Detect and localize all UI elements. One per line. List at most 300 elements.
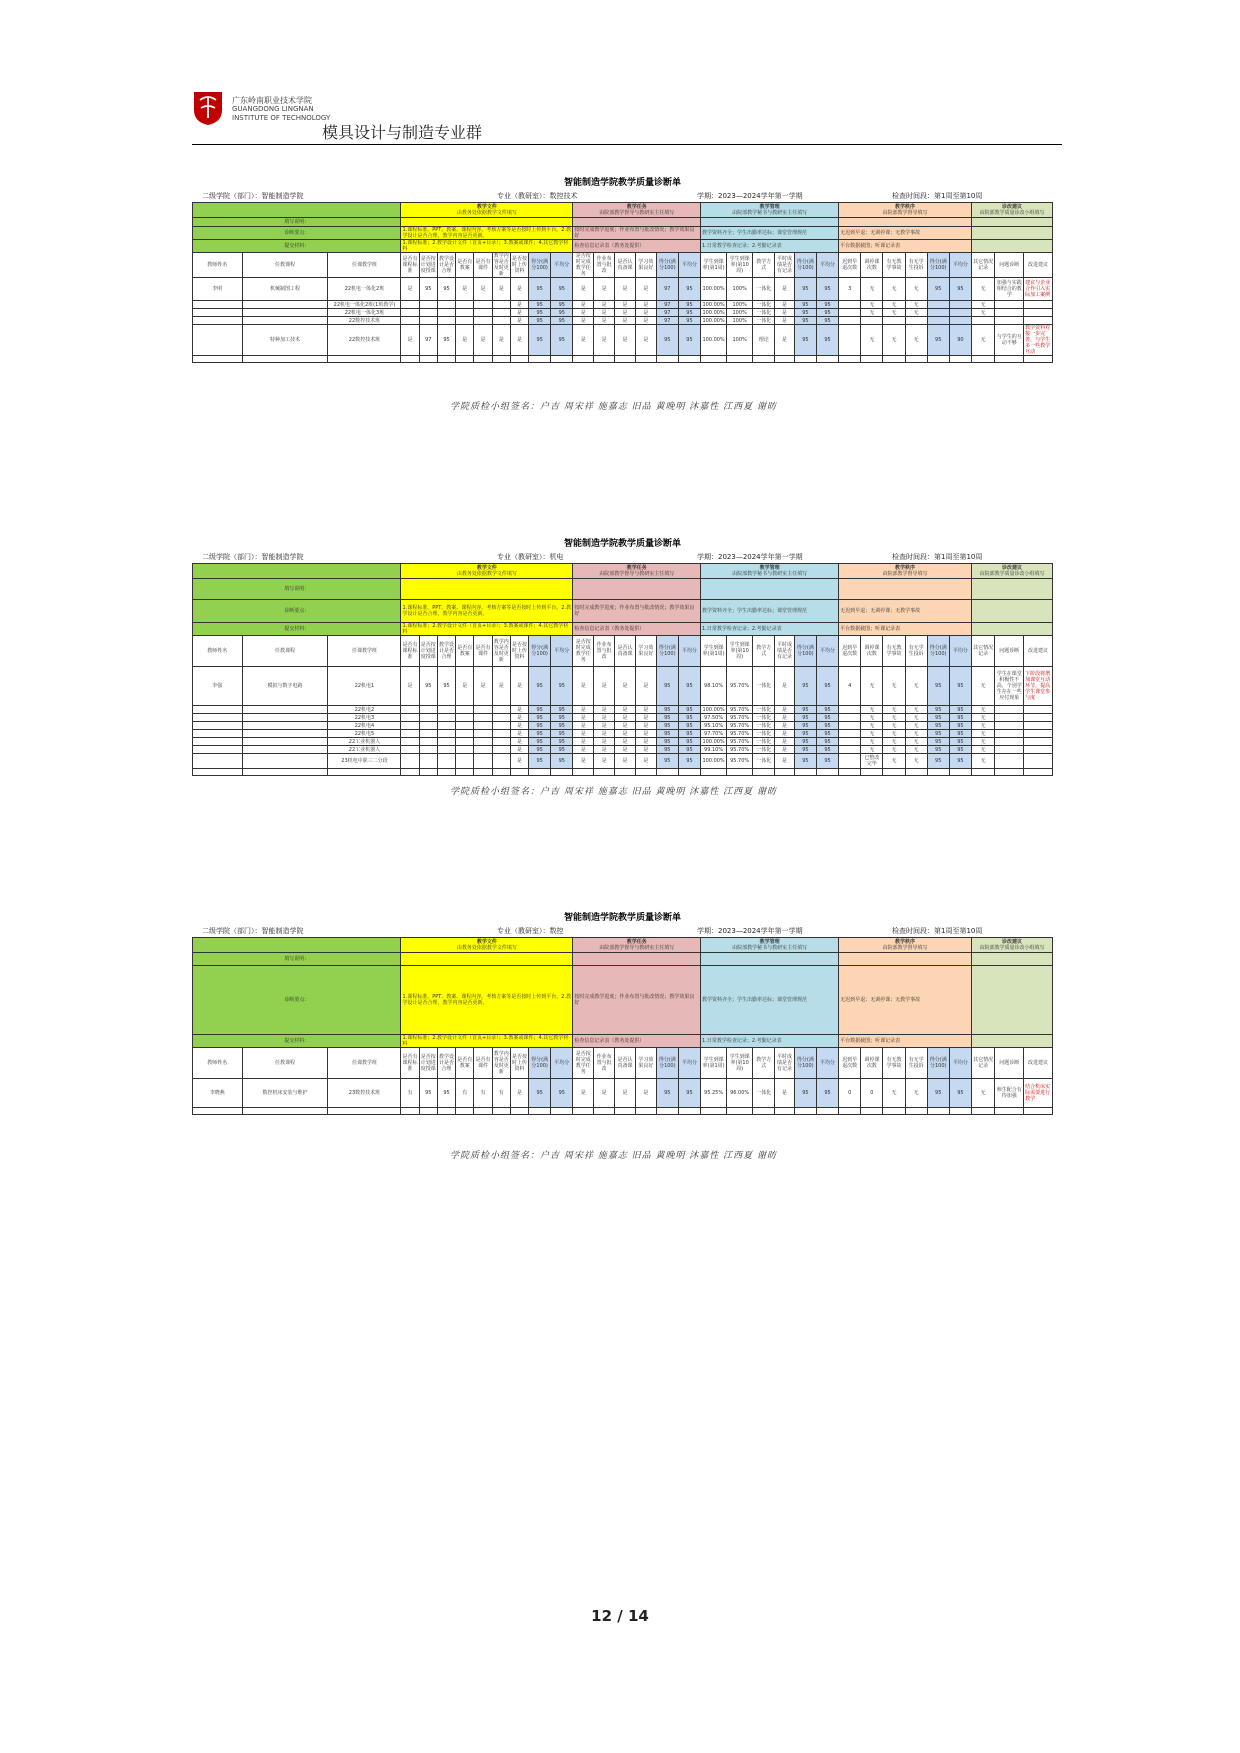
meta-major: 专业（教研室）：数控技术	[497, 192, 578, 200]
section-title: 教学管理	[759, 565, 780, 571]
col-header-mgmt: 学生到课率(第10周)	[727, 636, 753, 667]
section-sub: 由院部教学秘书与教研室主任填写	[732, 571, 808, 577]
docs-cell: 95	[551, 309, 573, 317]
ref-order: 无迟到早退；无调停课；无教学事故	[839, 966, 972, 1035]
order-cell	[839, 706, 861, 714]
mgmt-cell: 是	[775, 309, 795, 317]
empty-cell	[437, 769, 455, 776]
mgmt-cell: 是	[775, 278, 795, 301]
order-cell: 无	[861, 706, 883, 714]
docs-cell	[474, 714, 492, 722]
mgmt-cell: 95	[816, 754, 838, 769]
mgmt-cell: 95	[794, 754, 816, 769]
fill-mgmt	[701, 218, 839, 227]
signature-line-2: 学院质检小组签名：户吉 周宋祥 施嘉志 旧品 黄晚明 沐嘉性 江西夏 谢昉	[450, 787, 778, 797]
course-cell	[242, 309, 328, 317]
submit-label: 提交材料：	[193, 1035, 401, 1048]
col-header-order: 迟到早退次数	[839, 1048, 861, 1079]
empty-cell	[794, 769, 816, 776]
task-cell: 是	[594, 667, 615, 706]
diagnosis-sheet-3	[192, 911, 1053, 1115]
docs-cell: 是	[456, 325, 474, 356]
problem-cell	[995, 317, 1024, 325]
empty-cell	[1024, 1108, 1053, 1115]
order-cell	[949, 309, 971, 317]
section-task	[573, 564, 701, 579]
fill-task	[573, 953, 701, 966]
task-cell: 是	[594, 746, 615, 754]
col-header-task: 作业布置与批改	[594, 1048, 615, 1079]
col-header: 教师姓名	[193, 1048, 243, 1079]
class-cell: 23数控技术班	[328, 1079, 401, 1108]
col-header-advice: 其它情况记录	[971, 253, 994, 278]
empty-cell	[242, 1108, 328, 1115]
empty-row	[193, 356, 1053, 363]
order-cell: 无	[883, 301, 905, 309]
order-cell: 无	[861, 722, 883, 730]
task-cell: 是	[615, 714, 636, 722]
docs-cell: 有	[401, 1079, 419, 1108]
col-header-order: 调停课次数	[861, 636, 883, 667]
page-number: 12 / 14	[591, 1607, 649, 1625]
ref-advice	[971, 966, 1052, 1035]
docs-cell: 是	[510, 317, 528, 325]
meta-major: 专业（教研室）：机电	[497, 553, 564, 561]
col-header-mgmt: 平均分	[816, 1048, 838, 1079]
teacher-cell	[193, 746, 243, 754]
empty-cell	[727, 769, 753, 776]
docs-cell	[401, 738, 419, 746]
mgmt-cell: 95	[816, 722, 838, 730]
col-header-docs: 是否按计划进度授课	[419, 1048, 437, 1079]
mgmt-cell: 100.00%	[702, 309, 725, 316]
docs-cell	[419, 746, 437, 754]
docs-cell: 95	[551, 738, 573, 746]
mgmt-cell: 95	[816, 309, 838, 317]
docs-cell: 95	[551, 301, 573, 309]
task-cell: 95	[678, 738, 700, 746]
empty-cell	[328, 1108, 401, 1115]
submit-advice	[971, 623, 1052, 636]
empty-cell	[816, 1108, 838, 1115]
mgmt-cell: 一体化	[753, 746, 775, 754]
task-cell: 97	[656, 278, 678, 301]
docs-cell	[437, 706, 455, 714]
docs-cell	[419, 714, 437, 722]
docs-cell: 是	[510, 754, 528, 769]
task-cell: 是	[615, 754, 636, 769]
empty-cell	[927, 1108, 949, 1115]
docs-cell: 是	[492, 325, 510, 356]
mgmt-cell: 一体化	[753, 1079, 775, 1108]
order-cell: 无	[905, 278, 927, 301]
task-cell: 是	[635, 738, 656, 746]
mgmt-cell: 95.10%	[701, 722, 727, 730]
col-header-docs: 是否有课程标准	[401, 1048, 419, 1079]
col-header-task: 是否认真备课	[615, 1048, 636, 1079]
col-header: 教师姓名	[193, 253, 243, 278]
teacher-cell	[193, 309, 243, 317]
mgmt-cell: 95	[794, 309, 816, 317]
docs-cell: 95	[419, 667, 437, 706]
mgmt-cell: 95	[816, 325, 838, 356]
order-cell: 无	[883, 722, 905, 730]
section-title: 教学秩序	[895, 204, 916, 210]
docs-cell: 是	[510, 706, 528, 714]
mgmt-cell: 一体化	[753, 278, 775, 301]
col-header-advice: 改进建议	[1024, 1048, 1053, 1079]
mgmt-cell: 95.25%	[701, 1079, 727, 1108]
table-row	[193, 301, 1053, 309]
docs-cell: 95	[551, 754, 573, 769]
docs-cell	[419, 706, 437, 714]
section-sub: 由院部教学秘书与教研室主任填写	[732, 210, 808, 216]
signature-line-1: 学院质检小组签名：户吉 周宋祥 施嘉志 旧品 黄晚明 沐嘉性 江西夏 谢昉	[450, 402, 778, 412]
col-header-mgmt: 教学方式	[753, 1048, 775, 1079]
docs-cell	[492, 738, 510, 746]
docs-cell: 是	[492, 278, 510, 301]
order-cell: 95	[949, 730, 971, 738]
course-cell	[242, 301, 328, 309]
section-mgmt	[701, 938, 839, 953]
order-cell: 无	[883, 730, 905, 738]
task-cell: 95	[656, 706, 678, 714]
problem-cell: 加强与实践相结合的教学	[995, 278, 1024, 301]
col-header-docs: 教学内容是否及时更新	[493, 253, 509, 277]
col-header-task: 得分(满分100)	[656, 636, 678, 667]
empty-cell	[839, 1108, 861, 1115]
section-title: 教学任务	[626, 565, 647, 571]
docs-cell	[456, 730, 474, 738]
task-cell: 是	[615, 309, 636, 317]
section-title: 诊改建议	[1001, 565, 1022, 571]
submit-docs: 1.课程标准；2.教学设计文件（首页+目录）；3.教案或课件；4.其它教学材料	[401, 623, 573, 636]
ref-docs: 1.课程标准、PPT、教案、课程内容、考核方案等是否按时上传到平台。2.教学设计是否合理，教学内容是否更新。	[401, 600, 573, 623]
docs-cell: 95	[529, 754, 551, 769]
section-title: 教学文件	[476, 939, 497, 945]
other-record-cell: 无	[971, 722, 994, 730]
docs-cell	[419, 722, 437, 730]
fill-task	[573, 218, 701, 227]
task-cell: 95	[678, 309, 700, 317]
course-cell: 特种加工技术	[242, 325, 328, 356]
class-cell: 22数控技术班	[328, 317, 401, 325]
order-cell: 无	[883, 667, 905, 706]
mgmt-cell: 是	[775, 706, 795, 714]
meta-period: 检查时间段：第1周至第10周	[892, 553, 983, 561]
problem-cell	[995, 714, 1024, 722]
mgmt-cell: 95.70%	[727, 730, 753, 738]
institution-cn: 广东岭南职业技术学院	[232, 96, 312, 105]
docs-cell	[419, 301, 437, 309]
order-cell: 无	[905, 706, 927, 714]
course-cell	[242, 722, 328, 730]
docs-cell: 是	[510, 309, 528, 317]
order-cell: 95	[949, 706, 971, 714]
mgmt-cell: 100%	[727, 325, 753, 356]
table-row	[193, 706, 1053, 714]
col-header-docs: 是否有课件	[474, 253, 492, 278]
empty-cell	[573, 769, 594, 776]
task-cell: 95	[678, 706, 700, 714]
order-cell: 无	[861, 667, 883, 706]
task-cell: 是	[635, 714, 656, 722]
order-cell: 0	[861, 1079, 883, 1108]
order-cell: 无	[883, 714, 905, 722]
col-header-task: 是否认真备课	[615, 253, 636, 278]
section-task	[573, 203, 701, 218]
section-title: 教学任务	[626, 939, 647, 945]
fill-docs	[401, 218, 573, 227]
empty-cell	[193, 356, 243, 363]
col-header-task: 作业布置与批改	[594, 253, 615, 278]
docs-cell	[456, 746, 474, 754]
order-cell	[927, 301, 949, 309]
problem-cell	[995, 706, 1024, 714]
task-cell: 95	[656, 722, 678, 730]
empty-cell	[678, 769, 700, 776]
docs-cell: 是	[401, 278, 419, 301]
problem-cell	[995, 730, 1024, 738]
other-record-cell: 无	[971, 754, 994, 769]
task-cell: 是	[573, 278, 594, 301]
ref-docs: 1.课程标准、PPT、教案、课程内容、考核方案等是否按时上传到平台。2.教学设计是否合理，教学内容是否更新。	[401, 966, 573, 1035]
course-cell	[242, 746, 328, 754]
empty-cell	[419, 356, 437, 363]
order-cell	[839, 746, 861, 754]
order-cell: 95	[949, 714, 971, 722]
docs-cell: 有	[492, 1079, 510, 1108]
meta-term: 学期：2023—2024学年第一学期	[697, 192, 803, 200]
mgmt-cell: 95.70%	[727, 738, 753, 746]
mgmt-cell: 95	[816, 746, 838, 754]
ref-mgmt: 教学资料齐全；学生出勤率达标；课堂管理规范	[701, 227, 839, 240]
col-header-advice: 其它情况记录	[971, 636, 994, 667]
meta-college: 二级学院（部门）：智能制造学院	[202, 927, 304, 935]
empty-cell	[401, 769, 419, 776]
meta-term: 学期：2023—2024学年第一学期	[697, 553, 803, 561]
docs-cell: 95	[437, 278, 455, 301]
empty-cell	[529, 1108, 551, 1115]
section-title: 教学文件	[476, 204, 497, 210]
order-cell: 无	[883, 706, 905, 714]
empty-cell	[328, 769, 401, 776]
task-cell: 是	[594, 278, 615, 301]
order-cell: 95	[927, 325, 949, 356]
task-cell: 是	[573, 309, 594, 317]
order-cell: 95	[927, 706, 949, 714]
fill-docs	[401, 953, 573, 966]
empty-cell	[794, 1108, 816, 1115]
advice-cell	[1024, 301, 1053, 309]
order-cell: 95	[927, 278, 949, 301]
advice-cell	[1024, 754, 1053, 769]
diagnosis-sheet-2	[192, 537, 1053, 776]
col-header-task: 是否按时完成教学任务	[573, 636, 594, 667]
docs-cell: 是	[492, 667, 510, 706]
col-header-task: 平均分	[678, 636, 700, 667]
meta-major: 专业（教研室）：数控	[497, 927, 564, 935]
sheet-title: 智能制造学院教学质量诊断单	[563, 178, 681, 188]
task-cell: 是	[573, 317, 594, 325]
problem-cell: 师生配合有待加强	[995, 1079, 1024, 1108]
order-cell: 4	[839, 667, 861, 706]
docs-cell	[492, 754, 510, 769]
order-cell: 95	[949, 1079, 971, 1108]
empty-cell	[861, 356, 883, 363]
empty-cell	[551, 356, 573, 363]
order-cell: 无	[861, 325, 883, 356]
order-cell	[839, 317, 861, 325]
task-cell: 是	[573, 754, 594, 769]
col-header: 任教课程	[242, 253, 328, 278]
task-cell: 是	[594, 722, 615, 730]
class-cell: 22机电5	[328, 730, 401, 738]
mgmt-cell: 96.00%	[727, 1079, 753, 1108]
col-header-order: 平均分	[949, 253, 971, 278]
college-logo-icon	[192, 90, 224, 126]
fill-mgmt	[701, 579, 839, 600]
empty-cell	[492, 1108, 510, 1115]
order-cell: 无	[905, 301, 927, 309]
docs-cell	[456, 706, 474, 714]
order-cell	[839, 738, 861, 746]
docs-cell	[437, 754, 455, 769]
task-cell: 是	[615, 1079, 636, 1108]
docs-cell	[456, 738, 474, 746]
empty-cell	[656, 769, 678, 776]
docs-cell: 是	[401, 325, 419, 356]
course-cell: 数控机床安装与维护	[242, 1079, 328, 1108]
advice-cell	[1024, 722, 1053, 730]
task-cell: 是	[594, 730, 615, 738]
teacher-cell: 李明	[193, 278, 243, 301]
order-cell	[839, 754, 861, 769]
col-header-docs: 是否有课程标准	[401, 253, 419, 278]
advice-cell: 教学资料对接一步完善，与学生多一些教学互动	[1024, 325, 1053, 356]
docs-cell	[401, 317, 419, 325]
empty-cell	[635, 1108, 656, 1115]
docs-cell: 95	[551, 325, 573, 356]
course-cell: 模拟与数字电路	[242, 667, 328, 706]
table-row	[193, 317, 1053, 325]
docs-cell	[437, 714, 455, 722]
empty-cell	[1024, 769, 1053, 776]
mgmt-cell: 100%	[727, 317, 753, 325]
submit-order: 平台数据截图；听课记录表	[839, 623, 972, 636]
mgmt-cell: 95	[794, 746, 816, 754]
order-cell: 无	[883, 1079, 905, 1108]
col-header-order: 迟到早退次数	[839, 253, 861, 278]
docs-cell: 95	[551, 1079, 573, 1108]
task-cell: 97	[656, 317, 678, 325]
empty-cell	[437, 356, 455, 363]
docs-cell: 95	[529, 706, 551, 714]
task-cell: 95	[678, 746, 700, 754]
order-cell	[949, 317, 971, 325]
advice-cell: 结合机床实际需要进行教学	[1024, 1079, 1053, 1108]
docs-cell: 是	[510, 730, 528, 738]
docs-cell: 是	[510, 746, 528, 754]
fill-docs	[401, 579, 573, 600]
col-header-docs: 教学设计是否合理	[437, 636, 455, 667]
empty-cell	[492, 356, 510, 363]
order-cell: 无	[883, 278, 905, 301]
teacher-cell	[193, 301, 243, 309]
task-cell: 是	[594, 706, 615, 714]
empty-cell	[635, 356, 656, 363]
empty-cell	[193, 1108, 243, 1115]
class-cell: 22机电一体化2班	[328, 278, 401, 301]
teacher-cell	[193, 706, 243, 714]
mgmt-cell: 95	[794, 317, 816, 325]
submit-task: 检查信息记录表（教务处提供）	[573, 240, 701, 253]
problem-cell	[995, 309, 1024, 317]
task-cell: 97	[656, 309, 678, 317]
task-cell: 是	[635, 301, 656, 309]
task-cell: 95	[678, 325, 700, 356]
docs-cell	[401, 714, 419, 722]
table-row	[193, 722, 1053, 730]
other-record-cell: 无	[971, 730, 994, 738]
col-header-task: 得分(满分100)	[656, 1048, 678, 1079]
task-cell: 95	[678, 730, 700, 738]
mgmt-cell: 一体化	[753, 754, 775, 769]
docs-cell: 95	[551, 722, 573, 730]
col-header-order: 有无学生投诉	[905, 636, 927, 667]
empty-cell	[905, 1108, 927, 1115]
order-cell: 无	[861, 738, 883, 746]
empty-cell	[456, 769, 474, 776]
advice-cell	[1024, 317, 1053, 325]
order-cell	[839, 325, 861, 356]
teacher-cell	[193, 325, 243, 356]
docs-cell: 是	[456, 278, 474, 301]
mgmt-cell: 98.10%	[701, 667, 727, 706]
problem-cell: 学生在课堂积极性不高，个别学生存在一些应付现象	[995, 667, 1024, 706]
fill-advice	[971, 579, 1052, 600]
table-row	[193, 754, 1053, 769]
empty-cell	[839, 769, 861, 776]
empty-cell	[701, 356, 727, 363]
order-cell	[861, 317, 883, 325]
empty-cell	[594, 1108, 615, 1115]
empty-cell	[456, 356, 474, 363]
problem-cell	[995, 754, 1024, 769]
mgmt-cell: 100.00%	[701, 754, 727, 769]
mgmt-cell: 97.70%	[701, 730, 727, 738]
table-row	[193, 738, 1053, 746]
submit-mgmt: 1.日常教学检查记录；2.考勤记录表	[701, 240, 839, 253]
mgmt-cell: 100%	[727, 309, 753, 317]
docs-cell: 95	[551, 714, 573, 722]
section-sub: 由院部教学督导与教研室主任填写	[599, 210, 675, 216]
mgmt-cell: 95	[816, 1079, 838, 1108]
other-record-cell: 无	[971, 706, 994, 714]
docs-cell	[456, 714, 474, 722]
col-header-mgmt: 平时成绩是否有记录	[775, 1048, 795, 1079]
table-row	[193, 1079, 1053, 1108]
order-cell	[839, 722, 861, 730]
empty-cell	[816, 769, 838, 776]
ref-task: 按时完成教学进度；作业布置与批改情况；教学效果良好	[573, 966, 701, 1035]
submit-advice	[971, 240, 1052, 253]
ref-mgmt: 教学资料齐全；学生出勤率达标；课堂管理规范	[701, 600, 839, 623]
col-header-mgmt: 学生到课率(第10周)	[727, 253, 753, 278]
advice-cell	[1024, 746, 1053, 754]
col-header-mgmt: 得分(满分100)	[794, 1048, 816, 1079]
docs-cell	[437, 317, 455, 325]
